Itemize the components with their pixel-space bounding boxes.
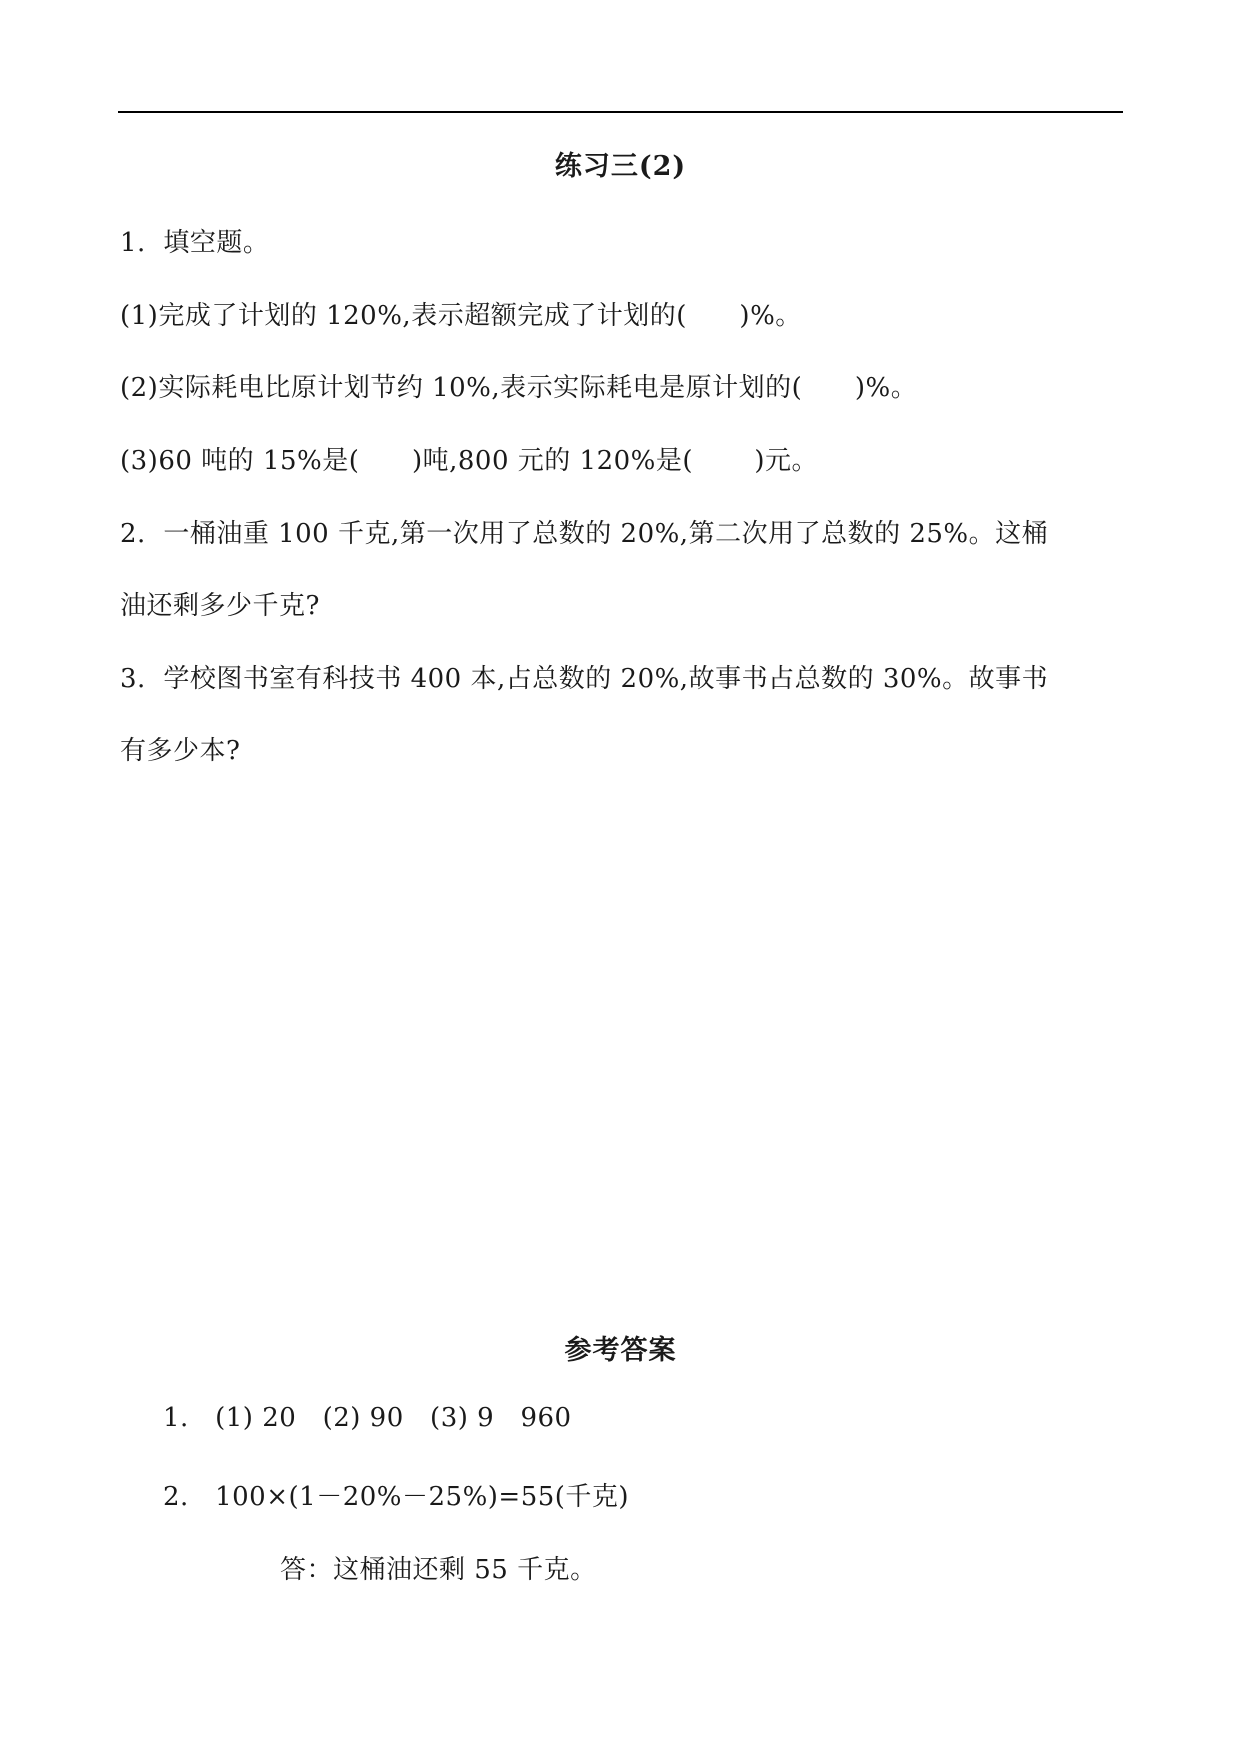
question-1-item-2: (2)实际耗电比原计划节约 10%,表示实际耗电是原计划的( )%。 (120, 373, 918, 403)
question-1-item-1: (1)完成了计划的 120%,表示超额完成了计划的( )%。 (120, 301, 802, 331)
worksheet-title: 练习三(2) (554, 151, 687, 182)
question-1-heading: 1. 填空题。 (120, 228, 270, 258)
answer-1: 1. (1) 20 (2) 90 (3) 9 960 (163, 1403, 572, 1433)
answers-title: 参考答案 (564, 1335, 677, 1366)
question-3-line-1: 3. 学校图书室有科技书 400 本,占总数的 20%,故事书占总数的 30%。故事书 (120, 664, 1049, 694)
answer-2-statement: 答：这桶油还剩 55 千克。 (280, 1555, 597, 1585)
question-1-item-3: (3)60 吨的 15%是( )吨,800 元的 120%是( )元。 (120, 446, 818, 476)
question-2-line-2: 油还剩多少千克? (120, 591, 320, 621)
question-2-line-1: 2. 一桶油重 100 千克,第一次用了总数的 20%,第二次用了总数的 25%。这桶 (120, 519, 1049, 549)
question-3-line-2: 有多少本? (120, 736, 241, 766)
header-rule (118, 111, 1123, 113)
answer-2: 2. 100×(1－20%－25%)=55(千克) (163, 1482, 630, 1512)
